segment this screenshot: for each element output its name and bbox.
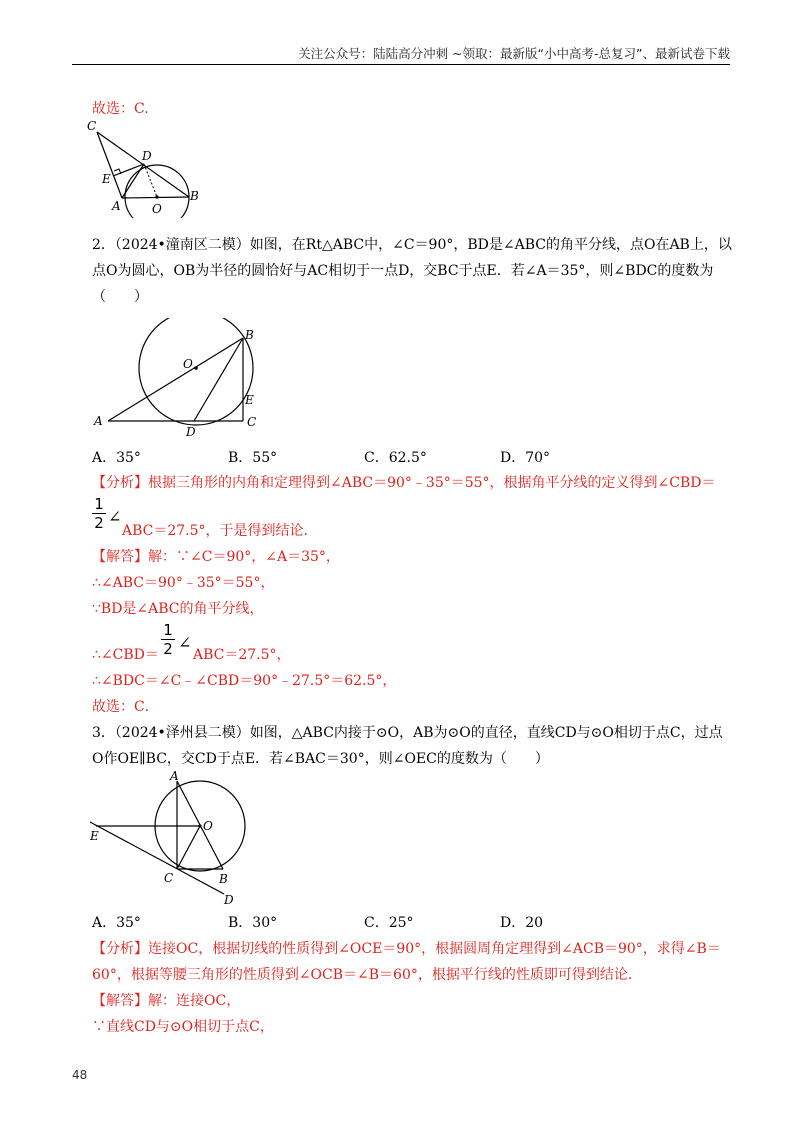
q2-solution-line4: ∴∠CBD＝ bbox=[92, 647, 159, 663]
q3-analysis-line1: 【分析】连接OC，根据切线的性质得到∠OCE＝90°，根据圆周角定理得到∠ACB＝90°，求得∠B＝ bbox=[92, 941, 721, 957]
q3-analysis-line2: 60°，根据等腰三角形的性质得到∠OCB＝∠B＝60°，根据平行线的性质即可得到结论． bbox=[92, 967, 642, 983]
q2-option-c: C．62.5° bbox=[364, 450, 427, 466]
fraction-numerator: 1 bbox=[94, 495, 104, 513]
fraction-denominator: 2 bbox=[94, 514, 104, 532]
header-divider bbox=[72, 64, 730, 65]
figure-1 bbox=[84, 118, 208, 218]
q3-solution-line2: ∵直线CD与⊙O相切于点C， bbox=[92, 1019, 274, 1035]
fig1-label-d: D bbox=[142, 149, 152, 163]
fig1-label-e: E bbox=[102, 172, 111, 186]
angle-symbol: ∠ bbox=[108, 507, 122, 526]
fraction-denominator: 2 bbox=[163, 640, 173, 658]
q2-line3: （ ） bbox=[92, 289, 148, 305]
fig3-label-o: O bbox=[203, 819, 213, 833]
fig2-label-b: B bbox=[245, 328, 254, 342]
fig3-label-b: B bbox=[219, 872, 228, 886]
fig2-label-o: O bbox=[183, 357, 193, 371]
q2-analysis-line2: ABC＝27.5°，于是得到结论． bbox=[122, 523, 318, 539]
fig3-label-d: D bbox=[224, 893, 234, 907]
q3-option-d: D．20 bbox=[500, 915, 544, 931]
page-header: 关注公众号：陆陆高分冲刺 ~领取：最新版“小中高考-总复习”、最新试卷下载 bbox=[298, 46, 730, 61]
fig2-label-a: A bbox=[94, 414, 103, 428]
fig1-label-a: A bbox=[112, 199, 121, 213]
q2-solution-line4b: ABC＝27.5°， bbox=[193, 647, 291, 663]
q3-solution-line1: 【解答】解：连接OC， bbox=[92, 993, 241, 1009]
q2-solution-line2: ∴∠ABC＝90°﹣35°＝55°， bbox=[92, 575, 275, 591]
figure-2 bbox=[90, 318, 270, 442]
q2-solution-line3: ∵BD是∠ABC的角平分线， bbox=[92, 601, 264, 617]
fig3-label-c: C bbox=[164, 871, 174, 885]
q3-line2: O作OE∥BC，交CD于点E．若∠BAC＝30°，则∠OEC的度数为（ ） bbox=[92, 751, 549, 767]
q2-solution-line6: 故选：C． bbox=[92, 699, 159, 715]
q2-analysis-line1: 【分析】根据三角形的内角和定理得到∠ABC＝90°﹣35°＝55°，根据角平分线的定义得到∠CBD＝ bbox=[92, 475, 716, 491]
angle-symbol: ∠ bbox=[178, 633, 192, 652]
fig2-label-d: D bbox=[186, 425, 196, 439]
fig1-label-b: B bbox=[190, 189, 199, 203]
fig3-label-e: E bbox=[90, 829, 99, 843]
fig2-label-e: E bbox=[245, 393, 254, 407]
q2-line2: 点O为圆心，OB为半径的圆恰好与AC相切于一点D，交BC于点E．若∠A＝35°，则∠BDC的度数为 bbox=[92, 263, 714, 279]
fig3-label-a: A bbox=[170, 770, 179, 783]
q2-option-b: B．55° bbox=[228, 450, 278, 466]
page-number: 48 bbox=[72, 1068, 88, 1082]
prev-answer: 故选：C. bbox=[92, 101, 149, 117]
fig2-label-c: C bbox=[247, 415, 257, 429]
q2-line1: 2．（2024•潼南区二模）如图，在Rt△ABC中，∠C＝90°，BD是∠ABC的角平分线，点O在AB上，以 bbox=[92, 237, 732, 253]
q3-option-a: A．35° bbox=[92, 915, 141, 931]
figure-3 bbox=[86, 770, 266, 908]
fig1-label-c: C bbox=[87, 119, 97, 133]
q2-solution-fraction bbox=[161, 622, 175, 657]
q2-option-d: D．70° bbox=[500, 450, 551, 466]
fig1-label-o: O bbox=[152, 202, 162, 216]
q2-option-a: A．35° bbox=[92, 450, 141, 466]
fraction-numerator: 1 bbox=[163, 621, 173, 639]
q2-analysis-fraction bbox=[92, 496, 106, 531]
q3-line1: 3．（2024•泽州县二模）如图，△ABC内接于⊙O，AB为⊙O的直径，直线CD与⊙O相切于点C，过点 bbox=[92, 725, 723, 741]
q2-solution-line1: 【解答】解：∵∠C＝90°，∠A＝35°， bbox=[92, 549, 340, 565]
q3-option-c: C．25° bbox=[364, 915, 414, 931]
q2-solution-line5: ∴∠BDC＝∠C﹣∠CBD＝90°﹣27.5°＝62.5°， bbox=[92, 673, 397, 689]
q3-option-b: B．30° bbox=[228, 915, 278, 931]
